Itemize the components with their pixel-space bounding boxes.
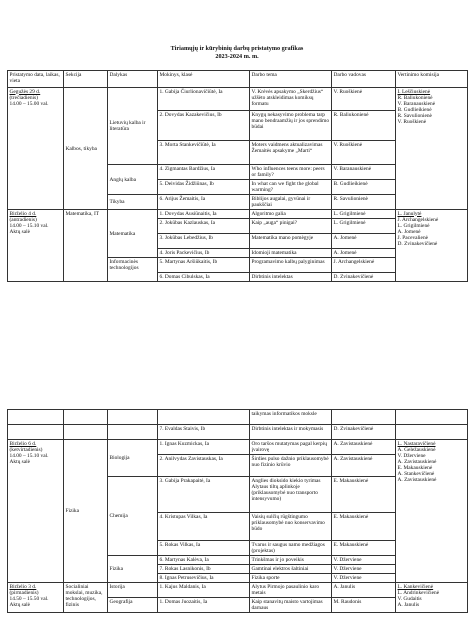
supervisor-cell: R. Baliukonienė bbox=[332, 111, 396, 141]
student-cell: 2. Anilvydas Zavistauskas, Ia bbox=[158, 455, 250, 477]
topic-cell: taikymas informatikos moksle bbox=[250, 410, 332, 425]
student-cell: 1. Domas Juozaitis, Ia bbox=[158, 598, 250, 613]
supervisor-cell: R. Savulionienė bbox=[332, 195, 396, 210]
topic-cell: Knygų nekasyvimo problema tarp mano bendraamžių ir jos sprendimo būdai bbox=[250, 111, 332, 141]
student-cell: 5. Martynas Aršiūkaitis, Ib bbox=[158, 258, 250, 273]
commission-cell: L. Nastaravičienė A. Geležauskienė V. Džerviene A. Zavistauskienė E. Makauskienė A. Stankevičienė A. Zavistauskienė bbox=[396, 440, 468, 583]
table-row bbox=[8, 410, 468, 425]
student-cell: 3. Gabija Prakapaitė, Ia bbox=[158, 477, 250, 513]
topic-cell: Matematika mano pomėgyje bbox=[250, 234, 332, 249]
header-supervisor: Darbo vadovas bbox=[332, 71, 396, 88]
topic-cell: Moters vaidmens aktualizavimas Žemaitės apsakyme „Marti“ bbox=[250, 141, 332, 165]
supervisor-cell: A. Jomenė bbox=[332, 249, 396, 258]
table-row bbox=[8, 583, 468, 598]
subject-cell: Lietuvių kalba ir literatūra bbox=[108, 88, 158, 165]
supervisor-cell: D. Zvinakevičienė bbox=[332, 273, 396, 282]
schedule-table bbox=[7, 70, 468, 282]
topic-cell: Trinkšmas ir jo poveikis bbox=[250, 556, 332, 565]
topic-cell: Dirbtinis intelektas ir mokymasis bbox=[250, 425, 332, 440]
table-row bbox=[8, 210, 468, 219]
section-cell: Matematika, IT bbox=[64, 210, 108, 282]
student-cell: 6. Arijus Žemaitis, Ia bbox=[158, 195, 250, 210]
supervisor-cell: V. Ruoškienė bbox=[332, 141, 396, 165]
supervisor-cell: V. Džerviene bbox=[332, 565, 396, 574]
commission-cell: L. Kankevičienė L. Andrinkevičienė V. Gudaitis A. Janulis bbox=[396, 583, 468, 613]
student-cell: 7. Evaldas Staivis, Ib bbox=[158, 425, 250, 440]
table-header-row bbox=[8, 71, 468, 88]
table-row bbox=[8, 425, 468, 440]
supervisor-cell: D. Zvinakevičienė bbox=[332, 425, 396, 440]
supervisor-cell: V. Džerviene bbox=[332, 574, 396, 583]
student-cell: 4. Kristupas Vilkas, Ia bbox=[158, 513, 250, 541]
topic-cell: Programavimo kalbų palyginimas bbox=[250, 258, 332, 273]
student-cell: 4. Zigmantas Bardžius, Ia bbox=[158, 165, 250, 180]
supervisor-cell: E. Makauskienė bbox=[332, 541, 396, 556]
topic-cell: Alytus Pirmojo pasaulinio karo metais bbox=[250, 583, 332, 598]
date-cell: Gegužės 29 d. (trečiadienis) 14.00 – 15.00 val. bbox=[8, 88, 64, 210]
topic-cell: Gamtinai elektros šaltiniai bbox=[250, 565, 332, 574]
topic-cell: Širdies pulso dažnio priklausomybė nuo fizinio krūvio bbox=[250, 455, 332, 477]
topic-cell: Vaisių sulčių rūgštingumo priklausomybė nuo konservavimo būdo bbox=[250, 513, 332, 541]
table-row bbox=[8, 440, 468, 455]
commission-cell: I. Leščiuskienė R. Baliukonienė V. Baranauskienė B. Gudlieikienė R. Savulionienė V. Ruoškienė bbox=[396, 88, 468, 210]
student-cell: 4. Joris Packevičius, Ib bbox=[158, 249, 250, 258]
topic-cell: Biblijos augalai, gyvūnai ir paukščiai bbox=[250, 195, 332, 210]
document-title: Tiriamųjų ir kūrybinių darbų pristatymo grafikas bbox=[170, 45, 304, 52]
topic-cell: Fizika sporte bbox=[250, 574, 332, 583]
topic-cell: Idomioji matematika bbox=[250, 249, 332, 258]
header-date: Pristatymo data, laikas, vieta bbox=[8, 71, 64, 88]
header-subject: Dalykas bbox=[108, 71, 158, 88]
subject-cell: Istorija bbox=[108, 583, 158, 598]
supervisor-cell: J. Archangelskienė bbox=[332, 258, 396, 273]
supervisor-cell: L. Grigilmienė bbox=[332, 210, 396, 219]
date-cell: Birželio 4 d. (antradienis) 14.00 – 15.10 val. Aktų salė bbox=[8, 210, 64, 282]
supervisor-cell: B. Gudlieikienė bbox=[332, 180, 396, 195]
supervisor-cell: E. Makauskienė bbox=[332, 513, 396, 541]
supervisor-cell: M. Raudonis bbox=[332, 598, 396, 613]
topic-cell: Anglies dioksido kiekio tyrimas Alytaus tiltų aplinkoje (priklausomybė nuo transporto intensyvumo) bbox=[250, 477, 332, 513]
topic-cell: Oro taršos mutatymas pagal kerpių įvairovę bbox=[250, 440, 332, 455]
student-cell: 1. Gabija Čiurlionavičiūtė, Ia bbox=[158, 88, 250, 111]
supervisor-cell: V. Baranauskienė bbox=[332, 165, 396, 180]
subject-cell: Matematika bbox=[108, 210, 158, 258]
topic-cell: V. Krėvės apsakymo „Skerdžius“ užšėto atskleidimas komiksų formatu bbox=[250, 88, 332, 111]
topic-cell: Who influences teens more: peers or family? bbox=[250, 165, 332, 180]
student-cell: 7. Rokas Lasnikonis, Ib bbox=[158, 565, 250, 574]
topic-cell: Algoritmo galia bbox=[250, 210, 332, 219]
topic-cell: Tvarus ir saugus namo medžiagos (projektas) bbox=[250, 541, 332, 556]
date-cell: Birželio 6 d. (ketvirtadienis) 14.00 – 15.10 val. Aktų salė bbox=[8, 440, 64, 583]
student-cell: 1. Kajus Maldanis, Ia bbox=[158, 583, 250, 598]
student-cell: 2. Dovydas Kazakevičius, Ib bbox=[158, 111, 250, 141]
topic-cell: Dirbtinis intelektas bbox=[250, 273, 332, 282]
header-topic: Darbo tema bbox=[250, 71, 332, 88]
student-cell: 3. Morta Stankevičiūtė, Ia bbox=[158, 141, 250, 165]
header-commission: Vertinimo komisija bbox=[396, 71, 468, 88]
section-cell: Socialiniai mokslai, muzika, technologijos, fizinis bbox=[64, 583, 108, 613]
document-subtitle: 2023-2024 m. m. bbox=[215, 53, 259, 60]
student-cell: 2. Jokūbas Kazlauskas, Ia bbox=[158, 219, 250, 234]
supervisor-cell: A. Jomenė bbox=[332, 234, 396, 249]
topic-cell: Kaip „auga“ pinigai? bbox=[250, 219, 332, 234]
subject-cell: Fizika bbox=[108, 556, 158, 583]
schedule-table-continued bbox=[7, 409, 468, 613]
section-cell: Fizika bbox=[64, 440, 108, 583]
header-student: Mokinys, klasė bbox=[158, 71, 250, 88]
header-section: Sekcija bbox=[64, 71, 108, 88]
subject-cell: Informacinės technologijos bbox=[108, 258, 158, 282]
supervisor-cell: V. Džerviene bbox=[332, 556, 396, 565]
supervisor-cell: A. Janulis bbox=[332, 583, 396, 598]
student-cell: 1. Ignas Kuzmickas, Ia bbox=[158, 440, 250, 455]
student-cell: 3. Jokūbas Lebedžius, Ib bbox=[158, 234, 250, 249]
subject-cell: Tikyba bbox=[108, 195, 158, 210]
student-cell: 5. Deividas Židžiūnas, Ib bbox=[158, 180, 250, 195]
student-cell: 6. Martynas Kalėva, Ia bbox=[158, 556, 250, 565]
document-page-2 bbox=[0, 370, 474, 632]
table-row bbox=[8, 88, 468, 111]
subject-cell: Anglų kalba bbox=[108, 165, 158, 195]
student-cell: 6. Domas Cibulskas, Ia bbox=[158, 273, 250, 282]
student-cell: 8. Ignas Petrusevičius, Ia bbox=[158, 574, 250, 583]
supervisor-cell: V. Ruoškienė bbox=[332, 88, 396, 111]
student-cell: 1. Dovydas Ausiūnaitis, Ia bbox=[158, 210, 250, 219]
section-cell: Kalbos, tikyba bbox=[64, 88, 108, 210]
supervisor-cell: A. Zavistauskienė bbox=[332, 440, 396, 455]
topic-cell: Kaip stanavitų maisto vartojimas darnaus bbox=[250, 598, 332, 613]
student-cell: 5. Rokas Vilkas, Ia bbox=[158, 541, 250, 556]
subject-cell: Biologija bbox=[108, 440, 158, 477]
subject-cell: Geografija bbox=[108, 598, 158, 613]
topic-cell: In what can we fight the global warming? bbox=[250, 180, 332, 195]
supervisor-cell: L. Grigilmienė bbox=[332, 219, 396, 234]
supervisor-cell: A. Zavistauskienė bbox=[332, 455, 396, 477]
supervisor-cell: E. Makauskienė bbox=[332, 477, 396, 513]
commission-cell: L. Janulytė J. Archangelskienė L. Grigilmienė A. Jomenė J. Pacevalienė D. Zvinakevičienė bbox=[396, 210, 468, 282]
subject-cell: Chemija bbox=[108, 477, 158, 556]
date-cell: Birželio 3 d. (pirmadienis) 14.50 – 15.50 val. Aktų salė bbox=[8, 583, 64, 613]
